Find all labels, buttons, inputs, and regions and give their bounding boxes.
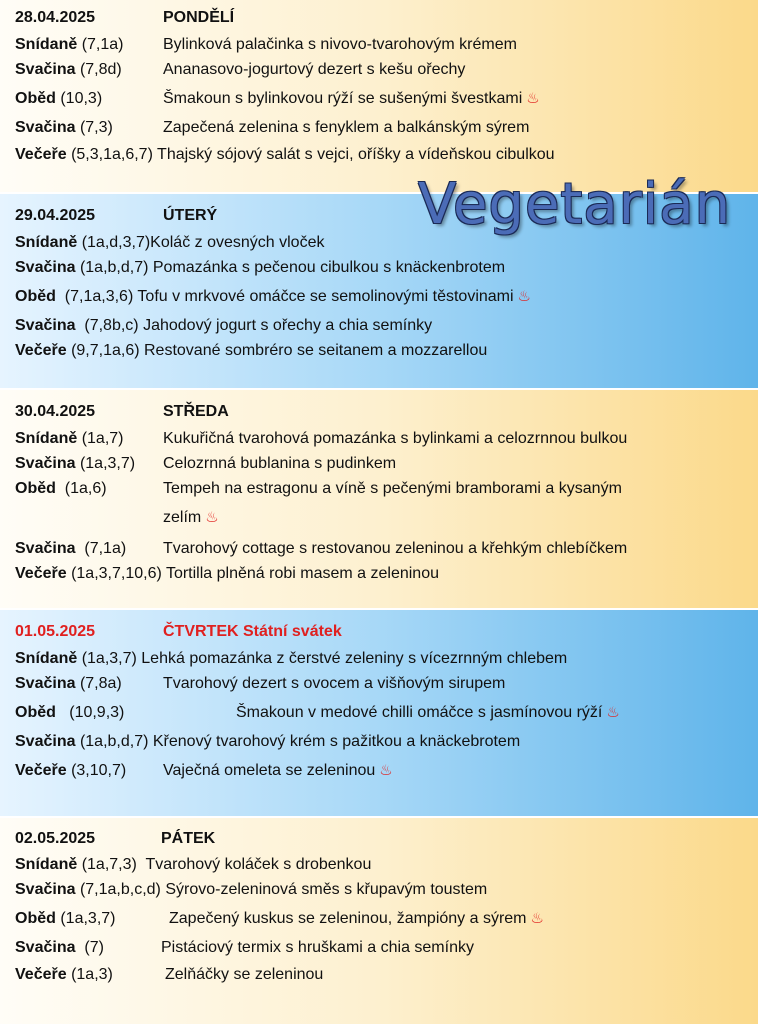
meal-dish: Tofu v mrkvové omáčce se semolinovými těstovinami [137, 288, 514, 305]
hot-meal-icon: ♨ [517, 288, 531, 305]
allergen-code: (1a,3) [71, 966, 113, 983]
meal-label [15, 965, 113, 985]
meal-name: Večeře [15, 146, 67, 163]
meal-dish: Ananasovo-jogurtový dezert s kešu ořechy [163, 61, 466, 78]
meal-row [15, 316, 432, 336]
meal-row [15, 233, 324, 253]
day-date: 28.04.2025 [15, 9, 96, 26]
allergen-code: (7,1a) [84, 540, 127, 557]
meal-name: Snídaně [15, 36, 78, 53]
day-section [0, 390, 758, 608]
allergen-code: (1a,6) [64, 480, 107, 497]
meal-dish-continued: zelím [163, 509, 202, 526]
meal-name: Oběd [15, 288, 56, 305]
day-name: PÁTEK [161, 830, 216, 847]
allergen-code: (7,8b,c) [84, 317, 139, 334]
meal-row [15, 732, 520, 752]
meal-dish: Lehká pomazánka z čerstvé zeleniny s vícezrnným chlebem [141, 650, 568, 667]
meal-dish: Pistáciový termix s hruškami a chia semínky [161, 939, 474, 956]
meal-dish: Thajský sójový salát s vejci, oříšky a vídeňskou cibulkou [157, 146, 555, 163]
meal-name: Svačina [15, 455, 76, 472]
meal-row [15, 287, 531, 307]
meal-row [15, 258, 505, 278]
meal-dish: Vaječná omeleta se zeleninou [163, 762, 376, 779]
meal-label [15, 479, 107, 499]
meal-name: Snídaně [15, 234, 78, 251]
allergen-code: (7,3) [79, 119, 113, 136]
meal-name: Oběd [15, 704, 56, 721]
meal-name: Snídaně [15, 430, 78, 447]
hot-meal-icon: ♨ [379, 762, 393, 779]
allergen-code: (1a,7,3) [81, 856, 137, 873]
meal-label [15, 454, 135, 474]
meal-dish-row [163, 508, 219, 528]
meal-label [15, 539, 126, 559]
allergen-code: (1a,b,d,7) [79, 733, 149, 750]
meal-row [15, 855, 371, 875]
meal-label [15, 674, 122, 694]
meal-dish: Šmakoun v medové chilli omáčce s jasmínovou rýží [236, 704, 603, 721]
vegetarian-title-logo: Vegetarián [418, 172, 732, 237]
meal-row [15, 880, 487, 900]
meal-name: Svačina [15, 733, 76, 750]
meal-dish: Restované sombréro se seitanem a mozzarellou [144, 342, 488, 359]
meal-dish: Tvarohový koláček s drobenkou [145, 856, 372, 873]
allergen-code: (1a,3,7) [81, 650, 137, 667]
meal-dish: Koláč z ovesných vloček [150, 234, 325, 251]
meal-name: Večeře [15, 565, 67, 582]
allergen-code: (10,9,3) [69, 704, 125, 721]
meal-label [15, 938, 104, 958]
meal-name: Svačina [15, 675, 76, 692]
allergen-code: (7) [84, 939, 104, 956]
meal-row [15, 649, 567, 669]
allergen-code: (1a,b,d,7) [79, 259, 149, 276]
meal-dish-row [169, 909, 544, 929]
meal-name: Svačina [15, 317, 76, 334]
day-date: 02.05.2025 [15, 830, 96, 847]
meal-name: Večeře [15, 762, 67, 779]
meal-name: Večeře [15, 966, 67, 983]
allergen-code: (1a,d,3,7) [81, 234, 151, 251]
meal-dish: Křenový tvarohový krém s pažitkou a knäckebrotem [152, 733, 521, 750]
meal-name: Snídaně [15, 856, 78, 873]
meal-label [15, 761, 126, 781]
meal-label [15, 909, 115, 929]
allergen-code: (7,1a,3,6) [64, 288, 134, 305]
meal-name: Svačina [15, 939, 76, 956]
meal-dish: Tvarohový dezert s ovocem a višňovým sirupem [163, 675, 506, 692]
day-date: 30.04.2025 [15, 403, 96, 420]
meal-dish: Zapečená zelenina s fenyklem a balkánským sýrem [163, 119, 530, 136]
meal-dish: Jahodový jogurt s ořechy a chia semínky [143, 317, 433, 334]
meal-dish: Zelňáčky se zeleninou [165, 966, 324, 983]
allergen-code: (1a,3,7) [60, 910, 116, 927]
meal-label [15, 118, 113, 138]
meal-dish: Kukuřičná tvarohová pomazánka s bylinkami a celozrnnou bulkou [163, 430, 628, 447]
day-section [0, 818, 758, 1024]
meal-dish: Tvarohový cottage s restovanou zeleninou a křehkým chlebíčkem [163, 540, 628, 557]
meal-name: Oběd [15, 480, 56, 497]
meal-label [15, 89, 102, 109]
allergen-code: (1a,3,7) [79, 455, 136, 472]
day-date: 01.05.2025 [15, 623, 96, 640]
meal-dish-row [163, 89, 540, 109]
meal-dish: Celozrnná bublanina s pudinkem [163, 455, 397, 472]
meal-row [15, 145, 555, 165]
allergen-code: (10,3) [60, 90, 103, 107]
meal-dish: Pomazánka s pečenou cibulkou s knäckenbrotem [152, 259, 506, 276]
hot-meal-icon: ♨ [606, 704, 620, 721]
day-name: ČTVRTEK Státní svátek [163, 623, 342, 640]
meal-dish-row [236, 703, 620, 723]
day-section [0, 0, 758, 192]
hot-meal-icon: ♨ [526, 90, 540, 107]
meal-label [15, 429, 123, 449]
allergen-code: (7,1a,b,c,d) [79, 881, 161, 898]
meal-dish: Sýrovo-zeleninová směs s křupavým toustem [165, 881, 488, 898]
hot-meal-icon: ♨ [205, 509, 219, 526]
meal-row [15, 564, 439, 584]
meal-name: Svačina [15, 259, 76, 276]
meal-row [15, 341, 487, 361]
allergen-code: (1a,7) [81, 430, 124, 447]
meal-label [15, 703, 124, 723]
meal-label [15, 60, 122, 80]
allergen-code: (7,8d) [79, 61, 122, 78]
meal-dish: Zapečený kuskus se zeleninou, žampióny a sýrem [169, 910, 527, 927]
meal-dish: Tempeh na estragonu a víně s pečenými bramborami a kysaným [163, 480, 622, 497]
hot-meal-icon: ♨ [530, 910, 544, 927]
meal-name: Oběd [15, 90, 56, 107]
allergen-code: (3,10,7) [71, 762, 127, 779]
meal-name: Svačina [15, 881, 76, 898]
allergen-code: (7,1a) [81, 36, 124, 53]
day-name: STŘEDA [163, 403, 229, 420]
meal-name: Snídaně [15, 650, 78, 667]
meal-dish: Tortilla plněná robi masem a zeleninou [165, 565, 439, 582]
meal-name: Večeře [15, 342, 67, 359]
day-name: ÚTERÝ [163, 207, 218, 224]
meal-name: Svačina [15, 61, 76, 78]
meal-dish: Bylinková palačinka s nivovo-tvarohovým krémem [163, 36, 517, 53]
allergen-code: (7,8a) [79, 675, 122, 692]
allergen-code: (9,7,1a,6) [71, 342, 140, 359]
day-section [0, 610, 758, 816]
meal-dish: Šmakoun s bylinkovou rýží se sušenými švestkami [163, 90, 523, 107]
day-date: 29.04.2025 [15, 207, 96, 224]
meal-name: Svačina [15, 540, 76, 557]
meal-name: Oběd [15, 910, 56, 927]
day-name: PONDĚLÍ [163, 9, 235, 26]
meal-dish-row [163, 761, 393, 781]
meal-name: Svačina [15, 119, 76, 136]
allergen-code: (5,3,1a,6,7) [71, 146, 153, 163]
allergen-code: (1a,3,7,10,6) [71, 565, 162, 582]
meal-label [15, 35, 123, 55]
